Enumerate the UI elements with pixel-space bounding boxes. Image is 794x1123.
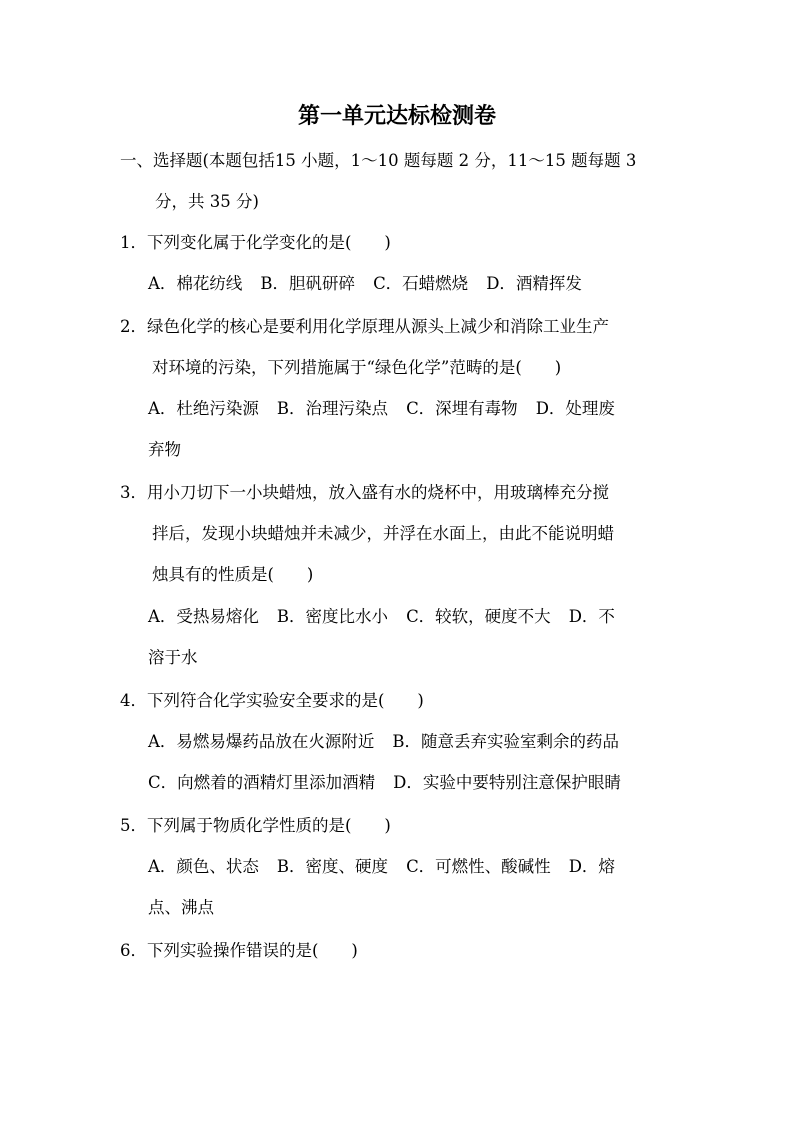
question-5-options — [148, 854, 615, 880]
question-1-stem: 1．下列变化属于化学变化的是( ) — [120, 233, 391, 252]
question-1-options — [148, 271, 582, 297]
question-4-options-continued — [148, 770, 621, 796]
question-3-options-continued: 溶于水 — [148, 648, 198, 667]
option-a: A．易燃易爆药品放在火源附近 — [148, 732, 375, 751]
question-3-stem: 3．用小刀切下一小块蜡烛，放入盛有水的烧杯中，用玻璃棒充分搅 — [120, 483, 609, 502]
question-5-options-continued: 点、沸点 — [148, 898, 214, 917]
question-6-stem: 6．下列实验操作错误的是( ) — [120, 941, 358, 960]
option-c: C．向燃着的酒精灯里添加酒精 — [148, 773, 376, 792]
option-c: C．深埋有毒物 — [406, 399, 518, 418]
option-c: C．石蜡燃烧 — [373, 274, 469, 293]
option-d: D．酒精挥发 — [486, 274, 582, 293]
question-3-options — [148, 604, 615, 630]
option-c: C．可燃性、酸碱性 — [406, 857, 551, 876]
option-d: D．不 — [568, 607, 615, 626]
option-a: A．杜绝污染源 — [148, 399, 259, 418]
question-5-stem: 5．下列属于物质化学性质的是( ) — [120, 816, 391, 835]
option-d: D．实验中要特别注意保护眼睛 — [393, 773, 621, 792]
section-heading: 一、选择题(本题包括15 小题，1～10 题每题 2 分，11～15 题每题 3 — [120, 151, 637, 170]
option-b: B．密度、硬度 — [276, 857, 389, 876]
option-a: A．颜色、状态 — [148, 857, 259, 876]
option-d: D．处理废 — [535, 399, 615, 418]
question-3-stem-continued: 拌后，发现小块蜡烛并未减少，并浮在水面上，由此不能说明蜡 — [152, 524, 614, 543]
option-a: A．棉花纺线 — [148, 274, 243, 293]
option-b: B．密度比水小 — [276, 607, 389, 626]
question-4-stem: 4．下列符合化学实验安全要求的是( ) — [120, 691, 424, 710]
option-b: B．随意丢弃实验室剩余的药品 — [392, 732, 620, 751]
question-3-stem-continued: 烛具有的性质是( ) — [152, 565, 314, 584]
section-heading-continued: 分，共 35 分) — [155, 192, 259, 211]
option-a: A．受热易熔化 — [148, 607, 259, 626]
option-d: D．熔 — [568, 857, 615, 876]
page-title: 第一单元达标检测卷 — [297, 104, 496, 129]
question-2-stem-continued: 对环境的污染，下列措施属于“绿色化学”范畴的是( ) — [152, 358, 562, 377]
option-c: C．较软，硬度不大 — [406, 607, 551, 626]
question-4-options — [148, 729, 619, 755]
question-2-stem: 2．绿色化学的核心是要利用化学原理从源头上减少和消除工业生产 — [120, 317, 609, 336]
question-2-options-continued: 弃物 — [148, 440, 181, 459]
question-2-options — [148, 396, 615, 422]
option-b: B．治理污染点 — [276, 399, 389, 418]
option-b: B．胆矾研碎 — [260, 274, 356, 293]
